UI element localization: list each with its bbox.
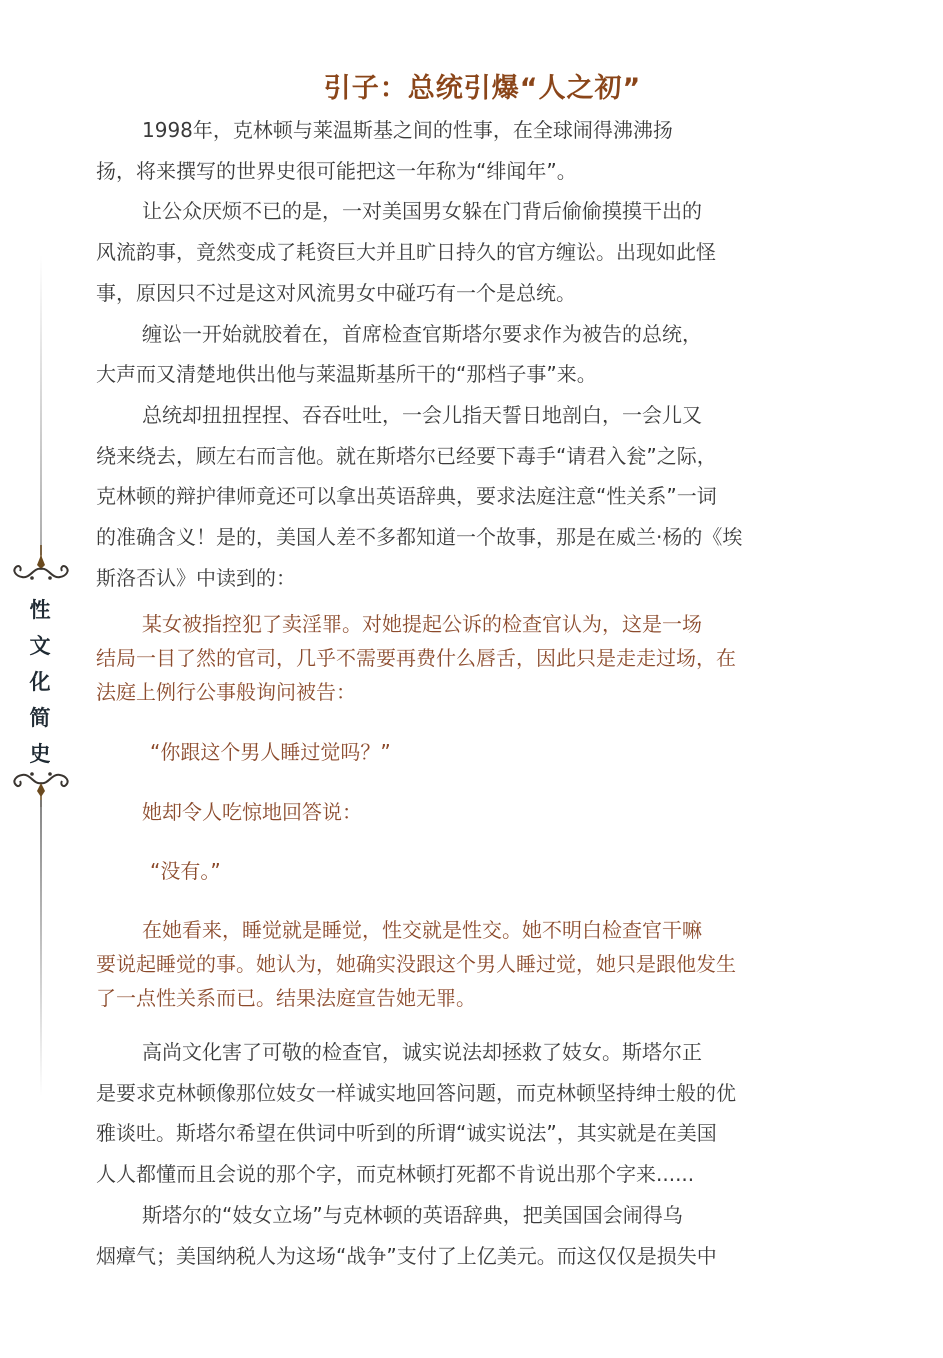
book-title-char: 文 xyxy=(29,634,51,658)
book-title-char: 史 xyxy=(29,742,51,766)
story-answer: “没有。” xyxy=(150,859,221,883)
story-question: “你跟这个男人睡过觉吗？” xyxy=(150,740,391,764)
story-intro xyxy=(96,607,866,709)
body-line: 烟瘴气；美国纳税人为这场“战争”支付了上亿美元。而这仅仅是损失中 xyxy=(96,1243,717,1268)
story-line: 要说起睡觉的事。她认为，她确实没跟这个男人睡过觉，她只是跟他发生 xyxy=(96,952,736,976)
body-line: 缠讼一开始就胶着在，首席检查官斯塔尔要求作为被告的总统， xyxy=(142,321,702,346)
book-title-char: 化 xyxy=(29,670,51,694)
body-line: 克林顿的辩护律师竟还可以拿出英语辞典，要求法庭注意“性关系”一词 xyxy=(96,484,717,509)
body-closing xyxy=(96,1032,866,1276)
body-line: 总统却扭扭捏捏、吞吞吐吐，一会儿指天誓日地剖白，一会儿又 xyxy=(142,402,702,427)
body-line: 的准确含义！是的，美国人差不多都知道一个故事，那是在威兰·杨的《埃 xyxy=(96,525,743,550)
story-line: 某女被指控犯了卖淫罪。对她提起公诉的检查官认为，这是一场 xyxy=(142,612,702,636)
story-line: 结局一目了然的官司，几乎不需要再费什么唇舌，因此只是走走过场，在 xyxy=(96,646,736,670)
body-line: 高尚文化害了可敬的检查官，诚实说法却拯救了妓女。斯塔尔正 xyxy=(142,1040,702,1064)
sidebar-line-bottom xyxy=(40,800,42,1096)
sidebar-line-top xyxy=(40,255,42,555)
story-narration: 她却令人吃惊地回答说： xyxy=(142,800,362,824)
body-line: 绕来绕去，顾左右而言他。就在斯塔尔已经要下毒手“请君入瓮”之际， xyxy=(96,443,717,468)
body-line: 人人都懂而且会说的那个字，而克林顿打死都不肯说出那个字来...... xyxy=(96,1162,695,1187)
body-line: 大声而又清楚地供出他与莱温斯基所干的“那档子事”来。 xyxy=(96,362,597,387)
sidebar-decoration xyxy=(0,0,90,1358)
vertical-book-title xyxy=(22,592,58,772)
body-line: 斯塔尔的“妓女立场”与克林顿的英语辞典，把美国国会闹得乌 xyxy=(142,1202,683,1227)
body-line: 事，原因只不过是这对风流男女中碰巧有一个是总统。 xyxy=(96,280,576,305)
body-line: 雅谈吐。斯塔尔希望在供词中听到的所谓“诚实说法”，其实就是在美国 xyxy=(96,1121,717,1146)
book-title-char: 简 xyxy=(29,706,51,730)
ornament-flourish-icon xyxy=(8,545,74,585)
story-line: 法庭上例行公事般询问被告： xyxy=(96,680,356,704)
body-line: 斯洛否认》中读到的： xyxy=(96,565,296,590)
body-line: 让公众厌烦不已的是，一对美国男女躲在门背后偷偷摸摸干出的 xyxy=(142,199,702,224)
story-line: 了一点性关系而已。结果法庭宣告她无罪。 xyxy=(96,986,476,1010)
body-opening xyxy=(96,110,866,598)
story-conclusion xyxy=(96,913,866,1015)
book-title-char: 性 xyxy=(29,598,51,622)
body-line: 扬，将来撰写的世界史很可能把这一年称为“绯闻年”。 xyxy=(96,158,577,183)
body-line: 风流韵事，竟然变成了耗资巨大并且旷日持久的官方缠讼。出现如此怪 xyxy=(96,240,716,265)
body-line: 是要求克林顿像那位妓女一样诚实地回答问题，而克林顿坚持绅士般的优 xyxy=(96,1080,736,1105)
story-line: 在她看来，睡觉就是睡觉，性交就是性交。她不明白检查官干嘛 xyxy=(142,918,702,942)
body-line: 1998年，克林顿与莱温斯基之间的性事，在全球闹得沸沸扬 xyxy=(142,118,673,142)
page-title: 引子：总统引爆“人之初” xyxy=(323,73,642,104)
